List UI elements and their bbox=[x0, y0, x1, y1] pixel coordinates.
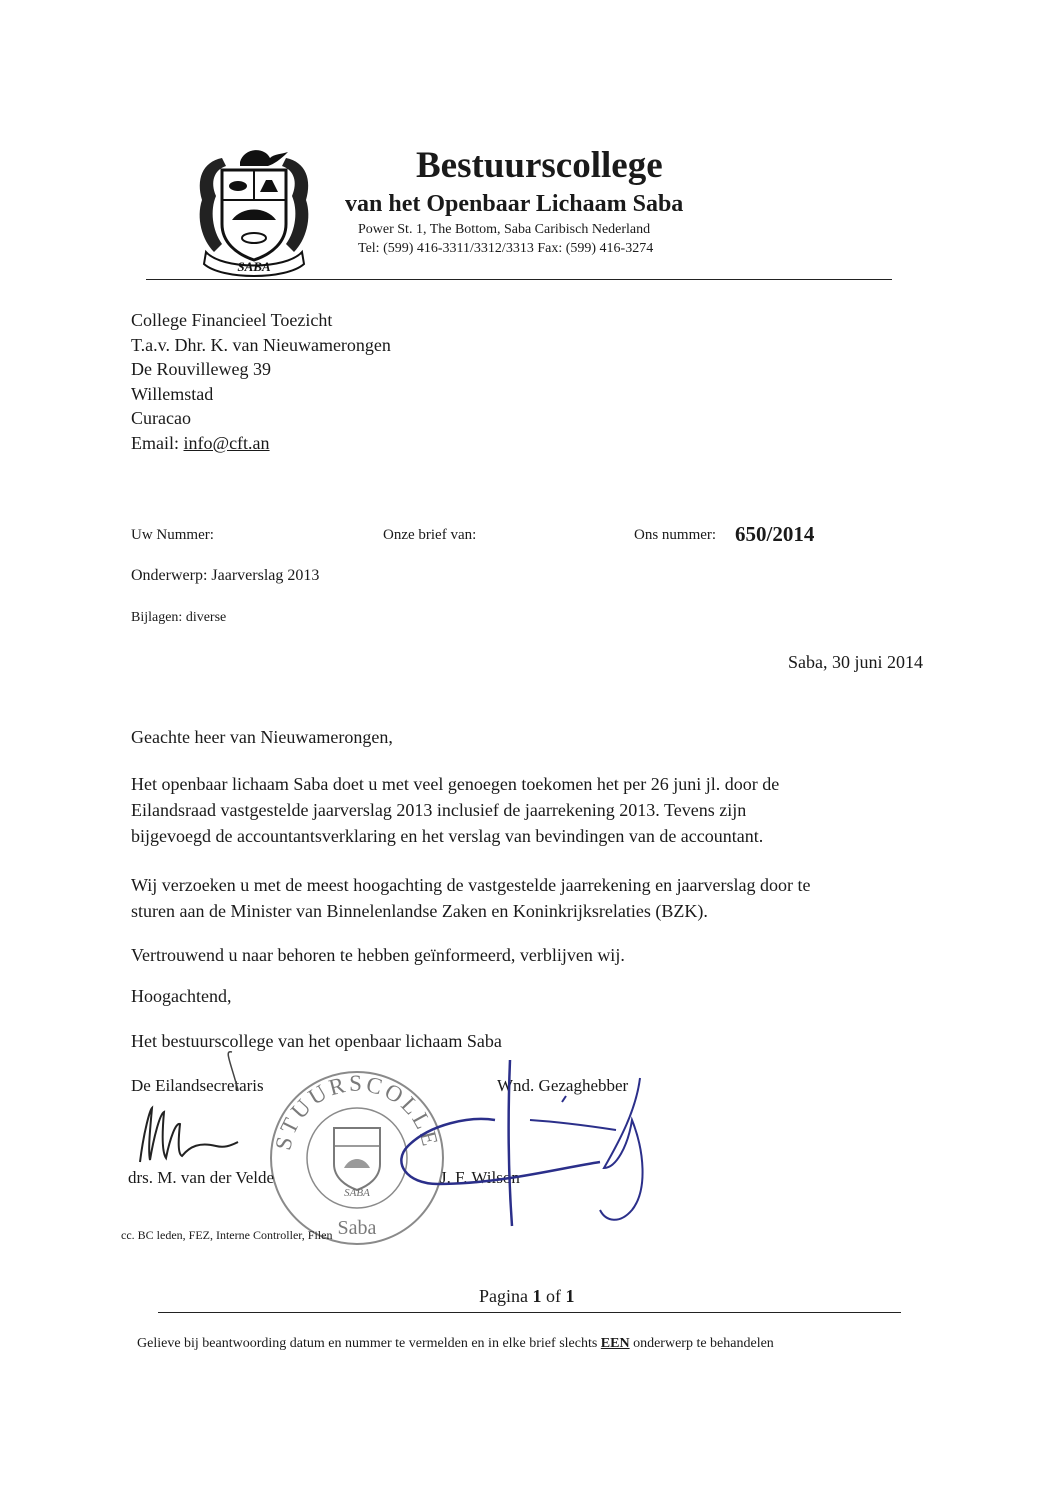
stamp-top-text: STUURSCOLLE bbox=[270, 1071, 444, 1153]
stamp-badge-text: SABA bbox=[344, 1187, 370, 1199]
ons-nummer-value: 650/2014 bbox=[735, 522, 815, 546]
coat-of-arms-logo bbox=[192, 140, 316, 280]
email-link[interactable]: info@cft.an bbox=[183, 432, 270, 453]
signatory-college: Het bestuurscollege van het openbaar lichaam Saba bbox=[131, 1031, 502, 1051]
body-line: Vertrouwend u naar behoren te hebben geïnformeerd, verblijven wij. bbox=[131, 945, 625, 965]
letter-date: Saba, 30 juni 2014 bbox=[788, 652, 923, 672]
body-paragraph-2 bbox=[131, 872, 931, 924]
onze-brief-label: Onze brief van: bbox=[383, 527, 477, 543]
body-paragraph-1 bbox=[131, 771, 931, 849]
eilandsecretaris-title: De Eilandsecretaris bbox=[131, 1076, 264, 1095]
page-number: Pagina 1 of 1 bbox=[479, 1286, 575, 1306]
email-label: Email: bbox=[131, 432, 179, 453]
handwritten-signatures bbox=[120, 1050, 680, 1240]
crest-banner-text: SABA bbox=[237, 259, 271, 274]
letterhead-phone: Tel: (599) 416-3311/3312/3313 Fax: (599) 416-3274 bbox=[358, 241, 654, 256]
uw-nummer-label: Uw Nummer: bbox=[131, 527, 214, 543]
footer-emphasis: EEN bbox=[600, 1336, 630, 1351]
body-line: Wij verzoeken u met de meest hoogachting de vastgestelde jaarrekening en jaarverslag door te bbox=[131, 875, 811, 895]
page-current: 1 bbox=[532, 1286, 542, 1306]
salutation: Geachte heer van Nieuwamerongen, bbox=[131, 727, 393, 747]
body-line: Het openbaar lichaam Saba doet u met veel genoegen toekomen het per 26 juni jl. door de bbox=[131, 774, 780, 794]
body-line: Eilandsraad vastgestelde jaarverslag 2013 inclusief de jaarrekening 2013. Tevens zijn bbox=[131, 800, 747, 820]
ons-nummer-label: Ons nummer: bbox=[634, 527, 717, 543]
closing: Hoogachtend, bbox=[131, 986, 232, 1006]
recipient-line: De Rouvilleweg 39 bbox=[131, 359, 271, 379]
footer-note: Gelieve bij beantwoording datum en nummer te vermelden en in elke brief slechts EEN onderwerp te behandelen bbox=[137, 1336, 774, 1351]
body-paragraph-3 bbox=[131, 942, 931, 968]
letterhead-title: Bestuurscollege bbox=[416, 145, 663, 186]
header-divider bbox=[146, 279, 892, 280]
recipient-line: T.a.v. Dhr. K. van Nieuwamerongen bbox=[131, 334, 391, 355]
recipient-email-line bbox=[131, 431, 391, 456]
attachments-line: Bijlagen: diverse bbox=[131, 610, 227, 625]
body-line: sturen aan de Minister van Binnelenlandse Zaken en Koninkrijksrelaties (BZK). bbox=[131, 901, 708, 921]
recipient-address-block bbox=[131, 308, 391, 455]
footer-divider bbox=[158, 1312, 901, 1313]
cc-line: cc. BC leden, FEZ, Interne Controller, Filen bbox=[121, 1228, 333, 1242]
page-total: 1 bbox=[565, 1286, 575, 1306]
recipient-line: Willemstad bbox=[131, 383, 214, 404]
body-line: bijgevoegd de accountantsverklaring en het verslag van bevindingen van de accountant. bbox=[131, 826, 764, 846]
recipient-line: Curacao bbox=[131, 408, 191, 428]
gezaghebber-title: Wnd. Gezaghebber bbox=[497, 1076, 629, 1095]
stamp-bottom-text: Saba bbox=[337, 1217, 377, 1239]
recipient-line: College Financieel Toezicht bbox=[131, 310, 333, 330]
letterhead-address: Power St. 1, The Bottom, Saba Caribisch Nederland bbox=[358, 222, 651, 237]
gezaghebber-name: J. F. Wilson bbox=[440, 1168, 520, 1187]
subject-line: Onderwerp: Jaarverslag 2013 bbox=[131, 567, 320, 584]
eilandsecretaris-name: drs. M. van der Velde bbox=[128, 1168, 275, 1187]
letterhead-subtitle: van het Openbaar Lichaam Saba bbox=[345, 191, 684, 217]
